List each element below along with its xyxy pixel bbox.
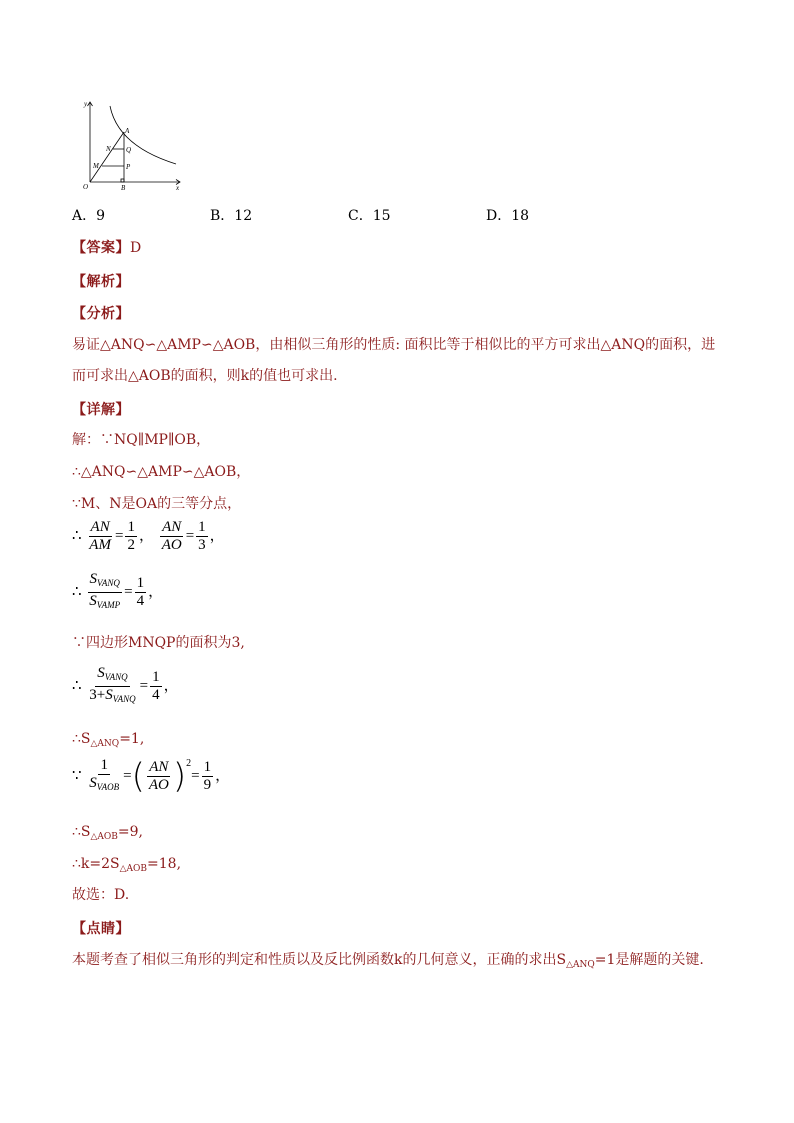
area-ratio-equation: ∴ $\frac{S_{VANQ}}{S_{VAMP}}$ = $\frac{1}{4}$ ， xyxy=(72,571,163,614)
therefore-symbol: ∴ xyxy=(72,677,82,694)
fraction-area-anq-amp: $\frac{S_{VANQ}}{S_{VAMP}}$ xyxy=(89,571,121,610)
fraction-an-am: $\frac{AN}{AM}$ xyxy=(89,519,111,553)
point-a-label: A xyxy=(125,127,130,135)
point-q-label: Q xyxy=(126,146,132,154)
point-m-label: M xyxy=(93,162,99,170)
option-d: D．18 xyxy=(486,208,530,224)
jiexi-heading: 【解析】 xyxy=(72,274,130,290)
fraction-one-quarter: $\frac{1}{4}$ xyxy=(136,575,145,609)
fraction-an-ao-squared: $\frac{AN}{AO}$ xyxy=(148,759,169,793)
solution-line-1: 解：∵NQ∥MP∥OB， xyxy=(72,432,211,448)
option-b: B．12 xyxy=(210,208,253,224)
solution-line-3: ∵M、N是OA的三等分点， xyxy=(72,496,242,512)
option-c: C．15 xyxy=(348,208,391,224)
answer-value: D xyxy=(130,240,142,256)
therefore-symbol: ∴ xyxy=(72,583,82,600)
because-symbol: ∵ xyxy=(72,767,82,784)
option-a: A．9 xyxy=(72,208,106,224)
solution-line-12: 故选：D. xyxy=(72,887,130,903)
therefore-symbol: ∴ xyxy=(72,527,82,544)
quadrilateral-area-equation: ∴ $\frac{S_{VANQ}}{3+S_{VANQ}}$ = $\frac{1}{4}$ ， xyxy=(72,665,179,708)
point-n-label: N xyxy=(106,145,111,153)
solution-line-10: $\therefore S_{\triangle AOB}=9$, xyxy=(72,824,144,842)
answer-line xyxy=(72,239,141,257)
point-o-label: O xyxy=(83,183,89,191)
solution-line-6: ∵四边形MNQP的面积为3, xyxy=(72,635,245,651)
analysis-line-2: 而可求出△AOB的面积，则k的值也可求出. xyxy=(72,368,338,384)
point-p-label: P xyxy=(126,163,131,171)
fraction-one-quarter-b: $\frac{1}{4}$ xyxy=(152,669,160,703)
analysis-line-1: 易证△ANQ∽△AMP∽△AOB，由相似三角形的性质: 面积比等于相似比的平方可求出△ANQ的面积，进 xyxy=(72,337,716,353)
fraction-one-ninth: $\frac{1}{9}$ xyxy=(203,759,212,793)
hyperbola-figure xyxy=(72,96,188,194)
y-axis-label: y xyxy=(84,100,88,108)
fraction-one-half: $\frac{1}{2}$ xyxy=(127,519,135,553)
answer-tag: 【答案】 xyxy=(72,240,130,256)
solution-line-8: $\therefore S_{\triangle ANQ}=1$, xyxy=(72,731,145,749)
point-b-label: B xyxy=(121,184,126,192)
xiangjie-heading: 【详解】 xyxy=(72,402,130,418)
fraction-one-over-aob: $\frac{1}{S_{VAOB}}$ xyxy=(89,757,120,792)
dianjing-heading: 【点睛】 xyxy=(72,921,130,937)
solution-line-2: ∴△ANQ∽△AMP∽△AOB， xyxy=(72,464,251,480)
fraction-an-ao: $\frac{AN}{AO}$ xyxy=(161,519,182,553)
ratio-equations: ∴ $\frac{AN}{AM}$ = $\frac{1}{2}$ ， $\frac{AN}{AO}$ = $\frac{1}{3}$ ， xyxy=(72,519,225,553)
fraction-anq-over-sum: $\frac{S_{VANQ}}{3+S_{VANQ}}$ xyxy=(89,665,136,704)
x-axis-label: x xyxy=(176,184,180,192)
solution-line-11: $\therefore k=2S_{\triangle AOB}=18$, xyxy=(72,856,182,874)
fenxi-heading: 【分析】 xyxy=(72,306,130,322)
fraction-one-third: $\frac{1}{3}$ xyxy=(198,519,206,553)
aob-area-equation: ∵ $\frac{1}{S_{VAOB}}$ =( $\frac{AN}{AO}$ )$^2$= $\frac{1}{9}$ ， xyxy=(72,756,231,797)
comment-line: 本题考查了相似三角形的判定和性质以及反比例函数k的几何意义，正确的求出$S_{\triangle ANQ}=1$是解题的关键. xyxy=(72,952,704,970)
